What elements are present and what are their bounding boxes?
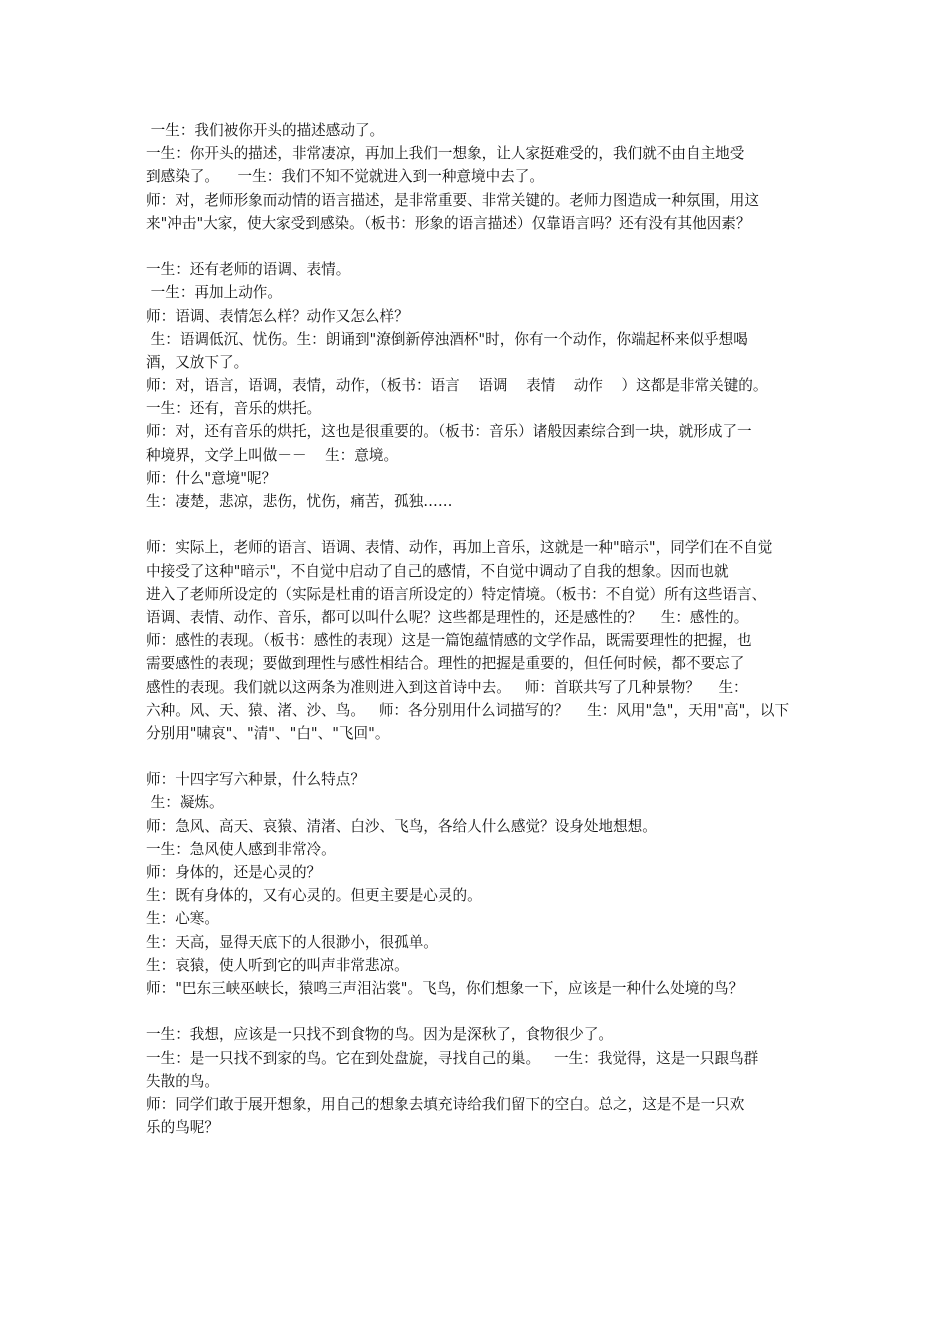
text-line: 一生：你开头的描述，非常凄凉，再加上我们一想象，让人家挺难受的，我们就不由自主地受 xyxy=(146,145,745,163)
text-line: 师：十四字写六种景，什么特点？ xyxy=(146,771,365,789)
text-line: 语调、表情、动作、音乐，都可以叫什么呢？这些都是理性的，还是感性的？ 生：感性的。 xyxy=(146,608,749,626)
paragraph-gap xyxy=(146,235,824,258)
text-line: 六种。风、天、猿、渚、沙、鸟。 师：各分别用什么词描写的？ 生：风用"急"，天用"高"，以下 xyxy=(146,701,790,719)
text-line: 师：同学们敢于展开想象，用自己的想象去填充诗给我们留下的空白。总之，这是不是一只欢 xyxy=(146,1095,745,1113)
text-line: 需要感性的表现；要做到理性与感性相结合。理性的把握是重要的，但任何时候，都不要忘了 xyxy=(146,655,745,673)
paragraph-gap xyxy=(146,1000,824,1023)
text-line: 师：对，还有音乐的烘托，这也是很重要的。（板书：音乐）诸般因素综合到一块，就形成了一 xyxy=(146,423,752,441)
text-line: 师：什么"意境"呢？ xyxy=(146,469,277,487)
text-line: 一生：我想，应该是一只找不到食物的鸟。因为是深秋了，食物很少了。 xyxy=(146,1026,614,1044)
text-line: 生：既有身体的，又有心灵的。但更主要是心灵的。 xyxy=(146,887,482,905)
text-line: 一生：再加上动作。 xyxy=(146,284,282,302)
text-line: 师：对，老师形象而动情的语言描述，是非常重要、非常关键的。老师力图造成一种氛围，用这 xyxy=(146,191,759,209)
text-line: 分别用"啸哀"、"清"、"白"、"飞回"。 xyxy=(146,724,390,742)
text-line: 感性的表现。我们就以这两条为准则进入到这首诗中去。 师：首联共写了几种景物？ 生： xyxy=(146,678,748,696)
text-line: 师：急风、高天、哀猿、清渚、白沙、飞鸟，各给人什么感觉？设身处地想想。 xyxy=(146,817,657,835)
text-line: 乐的鸟呢？ xyxy=(146,1119,219,1137)
text-line: 师：身体的，还是心灵的？ xyxy=(146,864,322,881)
text-line: 师：语调、表情怎么样？动作又怎么样？ xyxy=(146,307,409,325)
text-line: 一生：我们被你开头的描述感动了。 xyxy=(146,122,385,139)
text-line: 中接受了这种"暗示"，不自觉中启动了自己的感情，不自觉中调动了自我的想象。因而也就 xyxy=(146,562,729,580)
text-line: 生：天高，显得天底下的人很渺小，很孤单。 xyxy=(146,933,438,951)
text-line: 生：凄楚，悲凉，悲伤，忧伤，痛苦，孤独…… xyxy=(146,493,453,510)
text-line: 一生：急风使人感到非常冷。 xyxy=(146,840,336,858)
text-line: 师：对，语言，语调，表情，动作，（板书：语言 语调 表情 动作 ）这都是非常关键的。 xyxy=(146,377,768,395)
paragraph-gap xyxy=(146,745,824,768)
text-line: 一生：还有老师的语调、表情。 xyxy=(146,261,351,279)
document-body xyxy=(146,119,824,1139)
text-line: 一生：还有，音乐的烘托。 xyxy=(146,400,322,418)
text-line: 生：语调低沉、忧伤。生：朗诵到"潦倒新停浊酒杯"时，你有一个动作，你端起杯来似乎想喝 xyxy=(146,330,748,348)
text-line: 一生：是一只找不到家的鸟。它在到处盘旋，寻找自己的巢。 一生：我觉得，这是一只跟鸟群 xyxy=(146,1049,759,1067)
text-line: 师："巴东三峡巫峡长，猿鸣三声泪沾裳"。飞鸟，你们想象一下，应该是一种什么处境的鸟？ xyxy=(146,979,744,997)
text-line: 进入了老师所设定的（实际是杜甫的语言所设定的）特定情境。（板书：不自觉）所有这些语言、 xyxy=(146,585,767,603)
text-line: 师：实际上，老师的语言、语调、表情、动作，再加上音乐，这就是一种"暗示"，同学们在不自觉 xyxy=(146,539,773,557)
text-line: 生：哀猿，使人听到它的叫声非常悲凉。 xyxy=(146,956,409,974)
text-line: 到感染了。 一生：我们不知不觉就进入到一种意境中去了。 xyxy=(146,168,544,186)
text-line: 师：感性的表现。（板书：感性的表现）这是一篇饱蕴情感的文学作品，既需要理性的把握，也 xyxy=(146,632,752,650)
text-line: 种境界，文学上叫做－－ 生：意境。 xyxy=(146,446,399,464)
text-line: 生：心寒。 xyxy=(146,910,219,928)
text-line: 来"冲击"大家，使大家受到感染。（板书：形象的语言描述）仅靠语言吗？还有没有其他因素？ xyxy=(146,214,751,232)
text-line: 生：凝炼。 xyxy=(146,794,224,812)
text-line: 酒，又放下了。 xyxy=(146,353,249,371)
text-line: 失散的鸟。 xyxy=(146,1072,219,1090)
paragraph-gap xyxy=(146,513,824,536)
